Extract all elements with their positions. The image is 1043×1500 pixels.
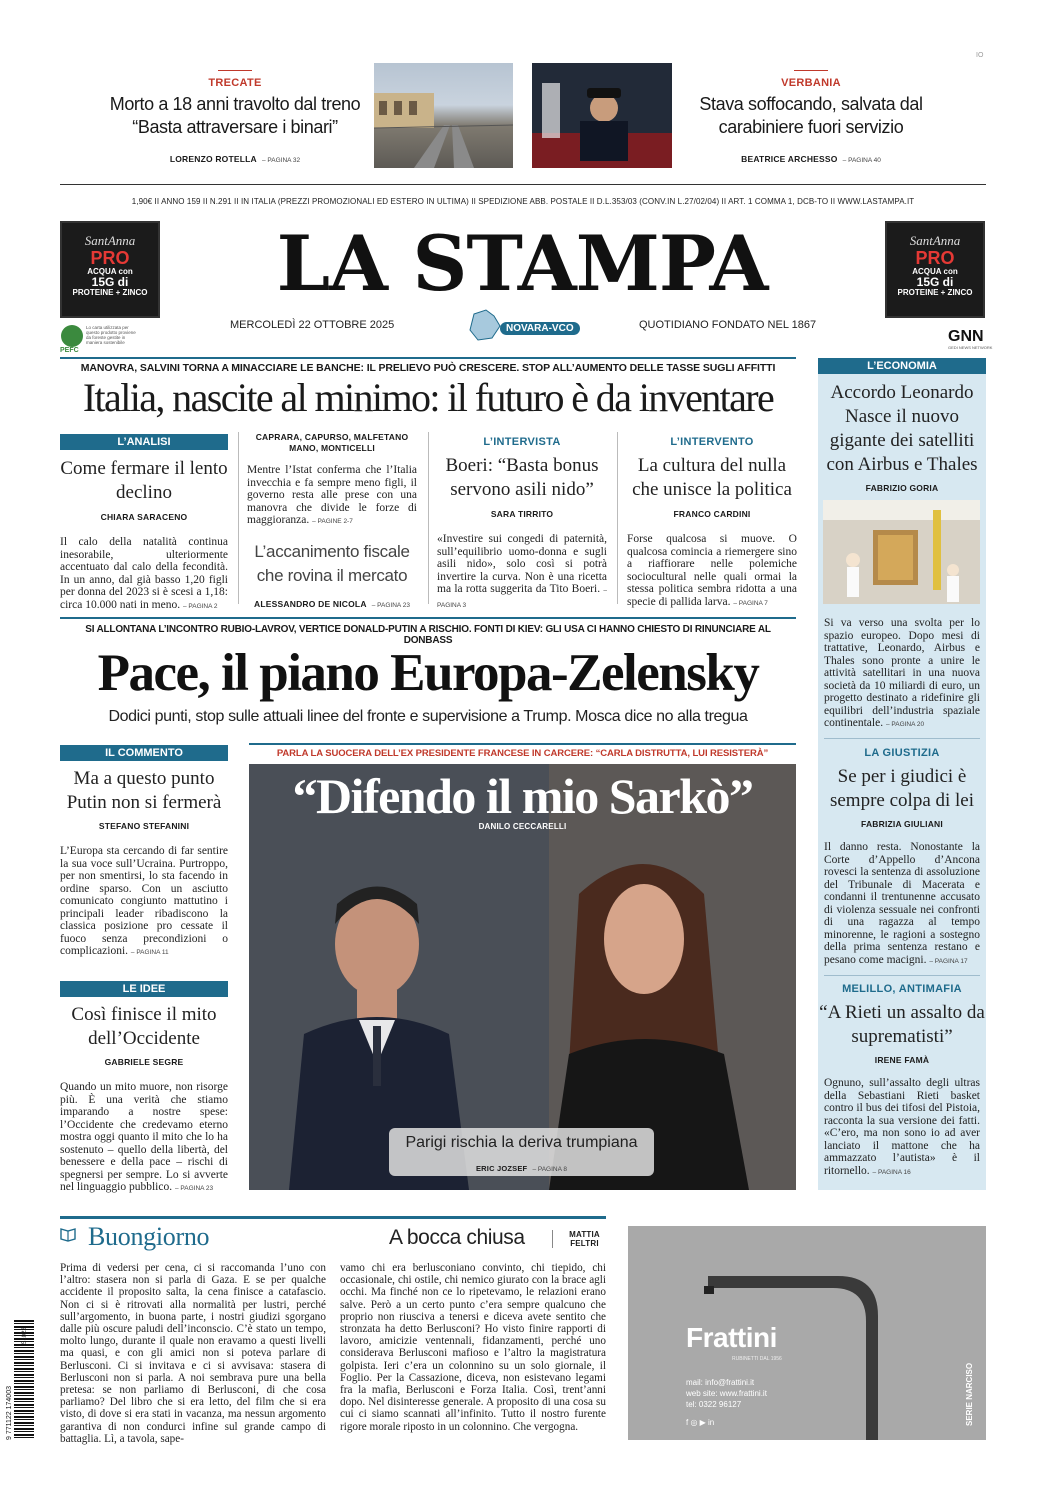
intervista-author: SARA TIRRITO xyxy=(490,509,554,519)
manovra-subhead: L’accanimento fiscale che rovina il mercato xyxy=(254,541,410,585)
teaser-author: BEATRICE ARCHESSO xyxy=(741,154,838,164)
ad-santanna-left[interactable] xyxy=(60,221,160,318)
pace-rule xyxy=(60,617,796,619)
frattini-web: web site: www.frattini.it xyxy=(686,1389,767,1398)
manovra-block[interactable] xyxy=(247,432,417,611)
buongiorno-title[interactable]: Buongiorno xyxy=(88,1222,210,1251)
pace-headline[interactable]: Pace, il piano Europa-Zelensky xyxy=(97,644,759,702)
buongiorno-headline: A bocca chiusa xyxy=(389,1226,525,1249)
giustizia-text: Il danno resta. Nonostante la Corte d’Appello d’Ancona rovesci la sentenza di assoluzione del Tribunale di Macerata e condanni il trentunenne accusato di violenza sessuale nei confronti di una ragazza al tempo minorenne, le ragioni a sostegno della prima sentenza restano e pesano come macigni. – PAGINA 17 xyxy=(824,841,980,966)
ad-line3: 15G di xyxy=(916,275,954,289)
sarko-caption-box[interactable] xyxy=(389,1128,654,1176)
intervento-block[interactable] xyxy=(627,436,797,610)
teaser-rule xyxy=(218,70,252,71)
gnn-logo: GNN xyxy=(948,328,984,345)
manovra-authors: CAPRARA, CAPURSO, MALFETANO MANO, MONTICELLI xyxy=(255,432,409,453)
sarko-rule xyxy=(249,743,796,745)
buongiorno-col1: Prima di vedersi per cena, ci si raccomanda l’uno con l’altro: stasera non si parla di Gaza. E se per qualche accidente il proposito salta, la cena finisce a catafascio. Non ci si è ritrovati alla normalità per lustri, perché sull’argomento, in buona parte, i nostri giudizi sgorgano dalle più oscure paludi dell’inconscio. C’è stato un tempo, molto lungo, durante il quale non eravamo a questi livelli ma quasi, e con gli amici non si poteva parlare di Berlusconi. Ci si invitava e ci si avvisava: stasera di Berlusconi non si parla. A noi sembrava pure una bella pretesa: se non parliamo di Berlusconi, di che cosa parliamo? Del libro che si era letto, del film che si era visto, di dove si era stati in vacanza, ma nessun argomento garantiva di non condurci infine sul grande campo di battaglia. Lì, a tavola, sape- xyxy=(60,1262,326,1445)
buongiorno-author: MATTIA FELTRI xyxy=(552,1230,612,1248)
teaser-headline: Stava soffocando, salvata dal carabiniere fuori servizio xyxy=(699,94,923,137)
commento-label: IL COMMENTO xyxy=(60,745,228,761)
strip-rule-top xyxy=(60,184,986,185)
sarko-caption-page: – PAGINA 8 xyxy=(532,1166,568,1173)
economia-headline: Accordo Leonardo Nasce il nuovo gigante dei satelliti con Airbus e Thales xyxy=(826,382,978,475)
teaser-headline: Morto a 18 anni travolto dal treno “Basta attraversare i binari” xyxy=(109,94,361,137)
idee-block[interactable] xyxy=(60,981,228,1196)
col-divider xyxy=(617,432,618,604)
barcode-code: 51022 xyxy=(22,1327,28,1344)
manovra-text: Mentre l’Istat conferma che l’Italia invecchia e fa sempre meno figli, il governo resta alle prese con una manovra che divide le forze di maggioranza. – PAGINE 2-7 xyxy=(247,464,417,526)
teaser-page: – PAGINA 32 xyxy=(261,157,301,164)
analisi-author: CHIARA SARACENO xyxy=(100,512,188,522)
giustizia-author: FABRIZIA GIULIANI xyxy=(861,819,943,829)
edition-badge[interactable] xyxy=(466,308,590,344)
pefc-label: PEFC xyxy=(60,347,79,354)
idee-label: LE IDEE xyxy=(60,981,228,997)
sarko-caption-author: ERIC JOZSEF xyxy=(475,1164,528,1173)
economia-author: FABRIZIO GORIA xyxy=(865,483,939,493)
economia-block[interactable] xyxy=(818,358,986,493)
main-kicker: MANOVRA, SALVINI TORNA A MINACCIARE LE BANCHE: IL PRELIEVO PUÒ CRESCERE. STOP ALL’AUMENTO DELLE TASSE SUGLI AFFITTI xyxy=(80,362,776,374)
sarko-author: DANILO CECCARELLI xyxy=(478,822,567,831)
analisi-block[interactable] xyxy=(60,434,228,613)
frattini-contacts xyxy=(686,1377,767,1410)
analisi-headline: Come fermare il lento declino xyxy=(60,458,228,503)
satellite-photo xyxy=(823,500,980,604)
melillo-headline: “A Rieti un assalto da suprematisti” xyxy=(819,1002,985,1047)
commento-block[interactable] xyxy=(60,745,228,960)
pefc-icon xyxy=(61,325,83,347)
intervento-label: L’INTERVENTO xyxy=(670,436,754,448)
economia-label: L’ECONOMIA xyxy=(818,358,986,374)
economia-text: Si va verso una svolta per lo spazio europeo. Dopo mesi di trattative, Leonardo, Airbus e Thales sono pronte a unire le attività satellitari in una nuova società da 10 miliardi di euro, un progetto destinato a ridefinire gli equilibri dell’industria spaziale continentale. – PAGINA 20 xyxy=(824,617,980,729)
buongiorno-col2: vamo chi era berlusconiano convinto, chi tiepido, chi occasionale, chi ostile, chi nemico giurato con la brace agli occhi. Ma finché non ce lo ripetevamo, le relazioni erano salve. Però a un certo punto c’era sempre qualcuno che proprio non riusciva a tenersi e diceva avete sentito che stronzata ha detto Berlusconi? Ho visto finire rapporti di lavoro, amicizie ventennali, fidanzamenti, perché uno considerava Berlusconi mafioso e l’altro la magistratura golpista. Ieri c’era un colonnino su un solo giornale, il Foglio. Per la Cassazione, diceva, non esistevano legami fra la mafia, Berlusconi e Forza Italia. Così, trent’anni dopo. Nel disinteresse generale. A proposito di una cosa su cui ci siamo scannati all’infinito. Tutto il nostro furente rigore morale riposto in un colonnino. Che vergogna. xyxy=(340,1262,606,1433)
book-icon xyxy=(60,1226,74,1240)
intervento-author: FRANCO CARDINI xyxy=(673,509,751,519)
frattini-brand: Frattini xyxy=(686,1322,777,1353)
melillo-author: IRENE FAMÀ xyxy=(874,1055,930,1065)
manovra-author: ALESSANDRO DE NICOLA xyxy=(254,598,367,609)
ad-line4: PROTEINE + ZINCO xyxy=(72,288,148,297)
idee-headline: Così finisce il mito dell’Occidente xyxy=(71,1004,217,1049)
idee-text: Quando un mito muore, non risorge più. È una verità che stiamo imparando a nostre spese: l’Occidente che credevamo eterno mostra oggi quanto il mito che lo ha sostenuto – quello della libertà, del benessere e della pace – rischi di spegnersi per sempre. Lo si avverte nel linguaggio pubblico. – PAGINA 23 xyxy=(60,1081,228,1193)
giustizia-headline: Se per i giudici è sempre colpa di lei xyxy=(829,766,975,811)
main-rule xyxy=(60,357,796,359)
analisi-text: Il calo della natalità continua inesorabile, ulteriormente accentuato dal calo della fecondità. In un anno, dal già basso 1,20 figli per donna del 2023 si è scesi a 1,18: circa 10.000 nati in meno. – PAGINA 2 xyxy=(60,536,228,611)
ad-line1: PRO xyxy=(915,248,955,268)
ad-line2: ACQUA con xyxy=(912,267,958,276)
faucet-icon xyxy=(628,1226,986,1440)
ad-line2: ACQUA con xyxy=(87,267,133,276)
col-divider xyxy=(428,432,429,604)
commento-text: L’Europa sta cercando di far sentire la sua voce sull’Ucraina. Purtroppo, per non smentirsi, lo sta facendo in ordine sparso. Con un asciutto comunicato congiunto mattutino i principali leader ribadiscono la classica posizione pro cessate il fuoco senza precondizioni o complicazioni. – PAGINA 11 xyxy=(60,845,228,957)
ad-brand: SantAnna xyxy=(909,233,961,248)
ad-line1: PRO xyxy=(90,248,130,268)
gnn-sub: GEDI NEWS NETWORK xyxy=(948,345,993,350)
sarko-photo[interactable] xyxy=(249,764,796,1190)
pefc-text: Lo carta utilizzata per questo prodotto proviene da foreste gestite in maniera sostenibile xyxy=(86,325,136,345)
col-divider xyxy=(238,432,239,604)
social-icons: f ◎ ▶ in xyxy=(686,1418,715,1427)
teaser-section: TRECATE xyxy=(208,77,262,89)
frattini-mail: mail: info@frattini.it xyxy=(686,1378,755,1387)
sarko-caption: Parigi rischia la deriva trumpiana xyxy=(405,1134,638,1151)
giustizia-block[interactable] xyxy=(818,747,986,968)
ad-line3: 15G di xyxy=(91,275,129,289)
commento-headline: Ma a questo punto Putin non si fermerà xyxy=(66,768,222,813)
analisi-label: L’ANALISI xyxy=(60,434,228,450)
manovra-page: – PAGINA 23 xyxy=(371,601,410,609)
teaser-verbania[interactable] xyxy=(680,70,942,166)
frattini-since: RUBINETTI DAL 1956 xyxy=(732,1356,782,1362)
page-marker: IO xyxy=(976,52,984,59)
melillo-text: Ognuno, sull’assalto degli ultras della Sebastiani Rieti basket contro il bus dei tifosi del Pistoia, racconta la sua versione dei fatti. «C’ero, ma non sono io ad aver lanciato il mattone che ha ammazzato l’autista» è il ritornello. – PAGINA 16 xyxy=(824,1077,980,1177)
masthead-date: MERCOLEDÌ 22 OTTOBRE 2025 xyxy=(230,319,395,331)
intervento-headline: La cultura del nulla che unisce la politica xyxy=(632,455,792,500)
teaser-rule xyxy=(794,70,828,71)
intervento-text: Forse qualcosa si muove. O qualcosa comincia a riemergere sino a riaffiorare nelle polemiche sociocultural nelle quali ormai la stessa politica sembra ridotta a una specie di pallida larva. – PAGINA 7 xyxy=(627,533,797,608)
buongiorno-rule xyxy=(60,1216,606,1219)
intervista-headline: Boeri: “Basta bonus servono asili nido” xyxy=(445,455,599,500)
teaser-section: VERBANIA xyxy=(781,77,841,89)
giustizia-label: LA GIUSTIZIA xyxy=(864,747,940,759)
pace-subhead: Dodici punti, stop sulle attuali linee del fronte e supervisione a Trump. Mosca dice no alla tregua xyxy=(108,708,748,725)
sidebar-rule xyxy=(824,975,980,976)
barcode-number: 9 771122 174003 xyxy=(6,1386,13,1440)
main-headline[interactable]: Italia, nascite al minimo: il futuro è da inventare xyxy=(82,375,774,420)
intervista-text: «Investire sui congedi di paternità, sull’equilibrio uomo-donna e sugli asili nido», solo così si potrà invertire la curva. Non è una ricetta ma la rotta suggerita da Tito Boeri. – PAGINA 3 xyxy=(437,533,607,609)
melillo-block[interactable] xyxy=(818,983,986,1179)
commento-author: STEFANO STEFANINI xyxy=(98,821,190,831)
sarko-kicker: PARLA LA SUOCERA DELL’EX PRESIDENTE FRANCESE IN CARCERE: “CARLA DISTRUTTA, LUI RESISTERÀ” xyxy=(276,748,769,759)
info-strip: 1,90€ II ANNO 159 II N.291 II IN ITALIA (PREZZI PROMOZIONALI ED ESTERO IN ULTIMA) II SPEDIZIONE ABB. POSTALE II D.L.353/03 (CONV.IN L.27/02/04) II ART. 1 COMMA 1, DCB-TO II WWW.LASTAMPA.IT xyxy=(131,197,915,206)
intervista-label: L’INTERVISTA xyxy=(483,436,561,448)
ad-santanna-right[interactable] xyxy=(885,221,985,318)
teaser-page: – PAGINA 40 xyxy=(842,157,881,164)
idee-author: GABRIELE SEGRE xyxy=(104,1057,184,1067)
founded: QUOTIDIANO FONDATO NEL 1867 xyxy=(639,319,817,331)
frattini-tel: tel: 0322 96127 xyxy=(686,1400,742,1409)
ad-line4: PROTEINE + ZINCO xyxy=(897,288,973,297)
pace-kicker: SI ALLONTANA L’INCONTRO RUBIO-LAVROV, VERTICE DONALD-PUTIN A RISCHIO. FONTI DI KIEV: GLI USA CI HANNO CHIESTO DI RINUNCIARE AL DONBASS xyxy=(85,624,771,646)
ad-frattini[interactable] xyxy=(628,1226,986,1440)
sidebar-rule xyxy=(824,738,980,739)
melillo-label: MELILLO, ANTIMAFIA xyxy=(842,983,962,995)
masthead-title[interactable]: LA STAMPA xyxy=(276,219,768,308)
sarko-headline: “Difendo il mio Sarkò” xyxy=(292,768,753,824)
station-photo xyxy=(374,63,513,168)
teaser-author: LORENZO ROTELLA xyxy=(169,154,257,164)
edition-label: NOVARA-VCO xyxy=(500,322,580,335)
teaser-trecate[interactable] xyxy=(100,70,370,166)
intervista-block[interactable] xyxy=(437,436,607,612)
carabiniere-photo xyxy=(532,63,672,168)
ad-brand: SantAnna xyxy=(84,233,136,248)
frattini-series: SERIE NARCISO xyxy=(965,1362,974,1426)
